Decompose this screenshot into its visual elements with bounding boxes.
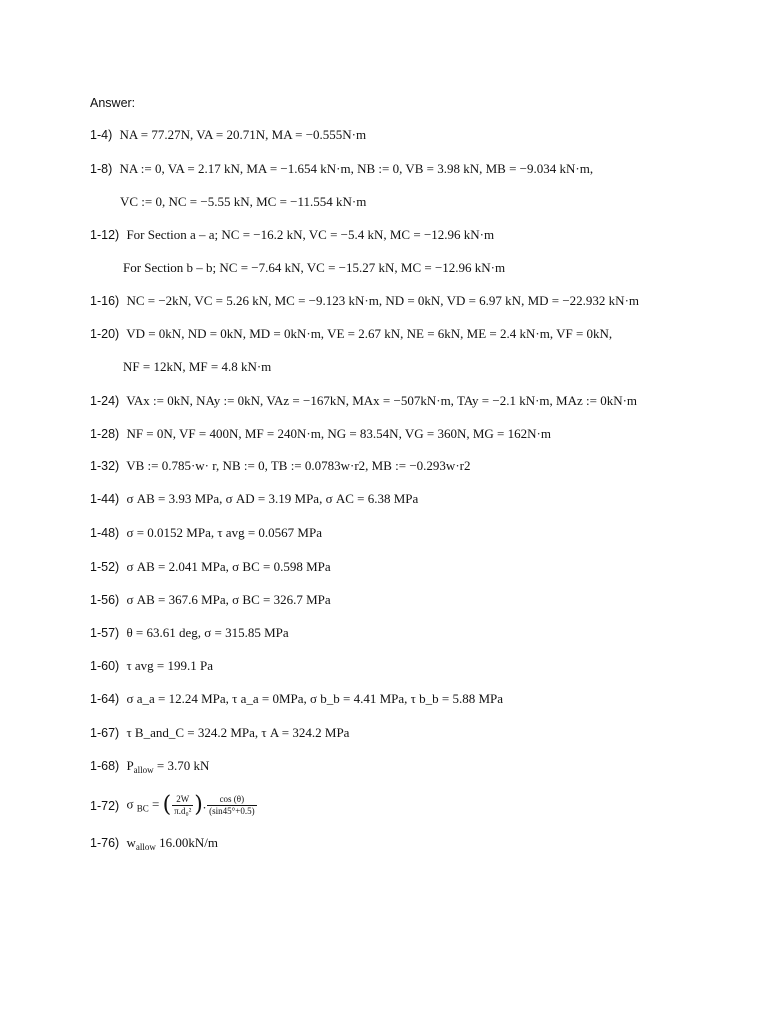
problem-label: 1-52): [90, 560, 120, 574]
problem-label: 1-32): [90, 459, 120, 473]
answer-1-52: [90, 559, 331, 575]
answer-text: σ a_a = 12.24 MPa, τ a_a = 0MPa, σ b_b = 4.41 MPa, τ b_b = 5.88 MPa: [126, 691, 504, 706]
left-paren: (: [162, 792, 172, 818]
problem-label: 1-67): [90, 726, 120, 740]
fraction-denominator: π.d₀²: [174, 806, 192, 816]
answer-1-44: [90, 491, 418, 507]
answer-1-72: [90, 794, 258, 817]
answer-text: τ B_and_C = 324.2 MPa, τ A = 324.2 MPa: [126, 725, 350, 740]
w-allow-value: 16.00kN/m: [159, 835, 218, 850]
answer-text: For Section a – a; NC = −16.2 kN, VC = −5.4 kN, MC = −12.96 kN·m: [126, 227, 495, 242]
answer-1-4: [90, 127, 366, 143]
problem-label: 1-16): [90, 294, 120, 308]
problem-label: 1-60): [90, 659, 120, 673]
p-symbol: P: [126, 758, 134, 773]
answer-1-76: [90, 835, 218, 855]
answer-text: θ = 63.61 deg, σ = 315.85 MPa: [126, 625, 289, 640]
answer-text: VB := 0.785·w· r, NB := 0, TB := 0.0783w·r2, MB := −0.293w·r2: [126, 458, 471, 473]
answer-text: VD = 0kN, ND = 0kN, MD = 0kN·m, VE = 2.67 kN, NE = 6kN, ME = 2.4 kN·m, VF = 0kN,: [126, 326, 613, 341]
problem-label: 1-48): [90, 526, 120, 540]
answer-1-32: [90, 458, 470, 474]
answer-1-56: [90, 592, 331, 608]
problem-label: 1-12): [90, 228, 120, 242]
p-allow-value: = 3.70 kN: [156, 758, 210, 773]
answer-1-28: [90, 426, 551, 442]
answer-1-48: [90, 525, 322, 541]
answer-heading: Answer:: [90, 96, 136, 110]
answer-1-20: [90, 326, 612, 342]
answer-1-8-cont: [120, 194, 366, 210]
sigma-subscript: BC: [136, 803, 149, 814]
answer-1-68: [90, 758, 209, 778]
answer-text: σ AB = 3.93 MPa, σ AD = 3.19 MPa, σ AC = 6.38 MPa: [126, 491, 419, 506]
problem-label: 1-8): [90, 162, 113, 176]
answer-1-12: [90, 227, 494, 243]
fraction-2w: [172, 794, 193, 817]
right-paren: ): [194, 792, 203, 818]
fraction-numerator: 2W: [172, 794, 193, 806]
sigma-symbol: σ: [126, 796, 134, 812]
sigma-bc-equation: [126, 794, 257, 817]
problem-label: 1-68): [90, 759, 120, 773]
problem-label: 1-20): [90, 327, 120, 341]
fraction-numerator: cos (θ): [207, 794, 256, 806]
problem-label: 1-44): [90, 492, 120, 506]
problem-label: 1-28): [90, 427, 120, 441]
answer-1-16: [90, 293, 639, 309]
problem-label: 1-72): [90, 798, 120, 813]
answer-text: σ AB = 367.6 MPa, σ BC = 326.7 MPa: [126, 592, 331, 607]
problem-label: 1-64): [90, 692, 120, 706]
answer-text: NA := 0, VA = 2.17 kN, MA = −1.654 kN·m, NB := 0, VB = 3.98 kN, MB = −9.034 kN·m,: [119, 161, 594, 176]
problem-label: 1-4): [90, 128, 113, 142]
problem-label: 1-24): [90, 394, 120, 408]
answer-1-20-cont: [123, 359, 271, 375]
answer-text: σ AB = 2.041 MPa, σ BC = 0.598 MPa: [126, 559, 331, 574]
answer-1-12-cont: [123, 260, 505, 276]
problem-label: 1-56): [90, 593, 120, 607]
answer-1-57: [90, 625, 289, 641]
w-subscript: allow: [135, 842, 156, 852]
answer-1-67: [90, 725, 349, 741]
problem-label: 1-76): [90, 836, 120, 850]
p-subscript: allow: [133, 765, 154, 775]
multiply-dot: .: [202, 796, 207, 812]
answer-text: NC = −2kN, VC = 5.26 kN, MC = −9.123 kN·m, ND = 0kN, VD = 6.97 kN, MD = −22.932 kN·m: [126, 293, 640, 308]
answer-text: σ = 0.0152 MPa, τ avg = 0.0567 MPa: [126, 525, 322, 540]
equals-sign: =: [151, 796, 160, 812]
answer-text: VAx := 0kN, NAy := 0kN, VAz = −167kN, MAx = −507kN·m, TAy = −2.1 kN·m, MAz := 0kN·m: [126, 393, 638, 408]
answer-text: VC := 0, NC = −5.55 kN, MC = −11.554 kN·m: [120, 194, 367, 209]
fraction-cos: [207, 794, 256, 817]
answer-1-24: [90, 393, 637, 409]
answer-text: τ avg = 199.1 Pa: [126, 658, 214, 673]
fraction-denominator: (sin45°+0.5): [209, 806, 255, 816]
answer-1-60: [90, 658, 213, 674]
answer-1-8: [90, 161, 593, 177]
w-symbol: w: [126, 835, 136, 850]
answer-text: For Section b – b; NC = −7.64 kN, VC = −15.27 kN, MC = −12.96 kN·m: [123, 260, 506, 275]
answer-text: NF = 0N, VF = 400N, MF = 240N·m, NG = 83.54N, VG = 360N, MG = 162N·m: [126, 426, 551, 441]
answer-text: NA = 77.27N, VA = 20.71N, MA = −0.555N·m: [119, 127, 367, 142]
answer-text: NF = 12kN, MF = 4.8 kN·m: [123, 359, 272, 374]
problem-label: 1-57): [90, 626, 120, 640]
answer-1-64: [90, 691, 503, 707]
